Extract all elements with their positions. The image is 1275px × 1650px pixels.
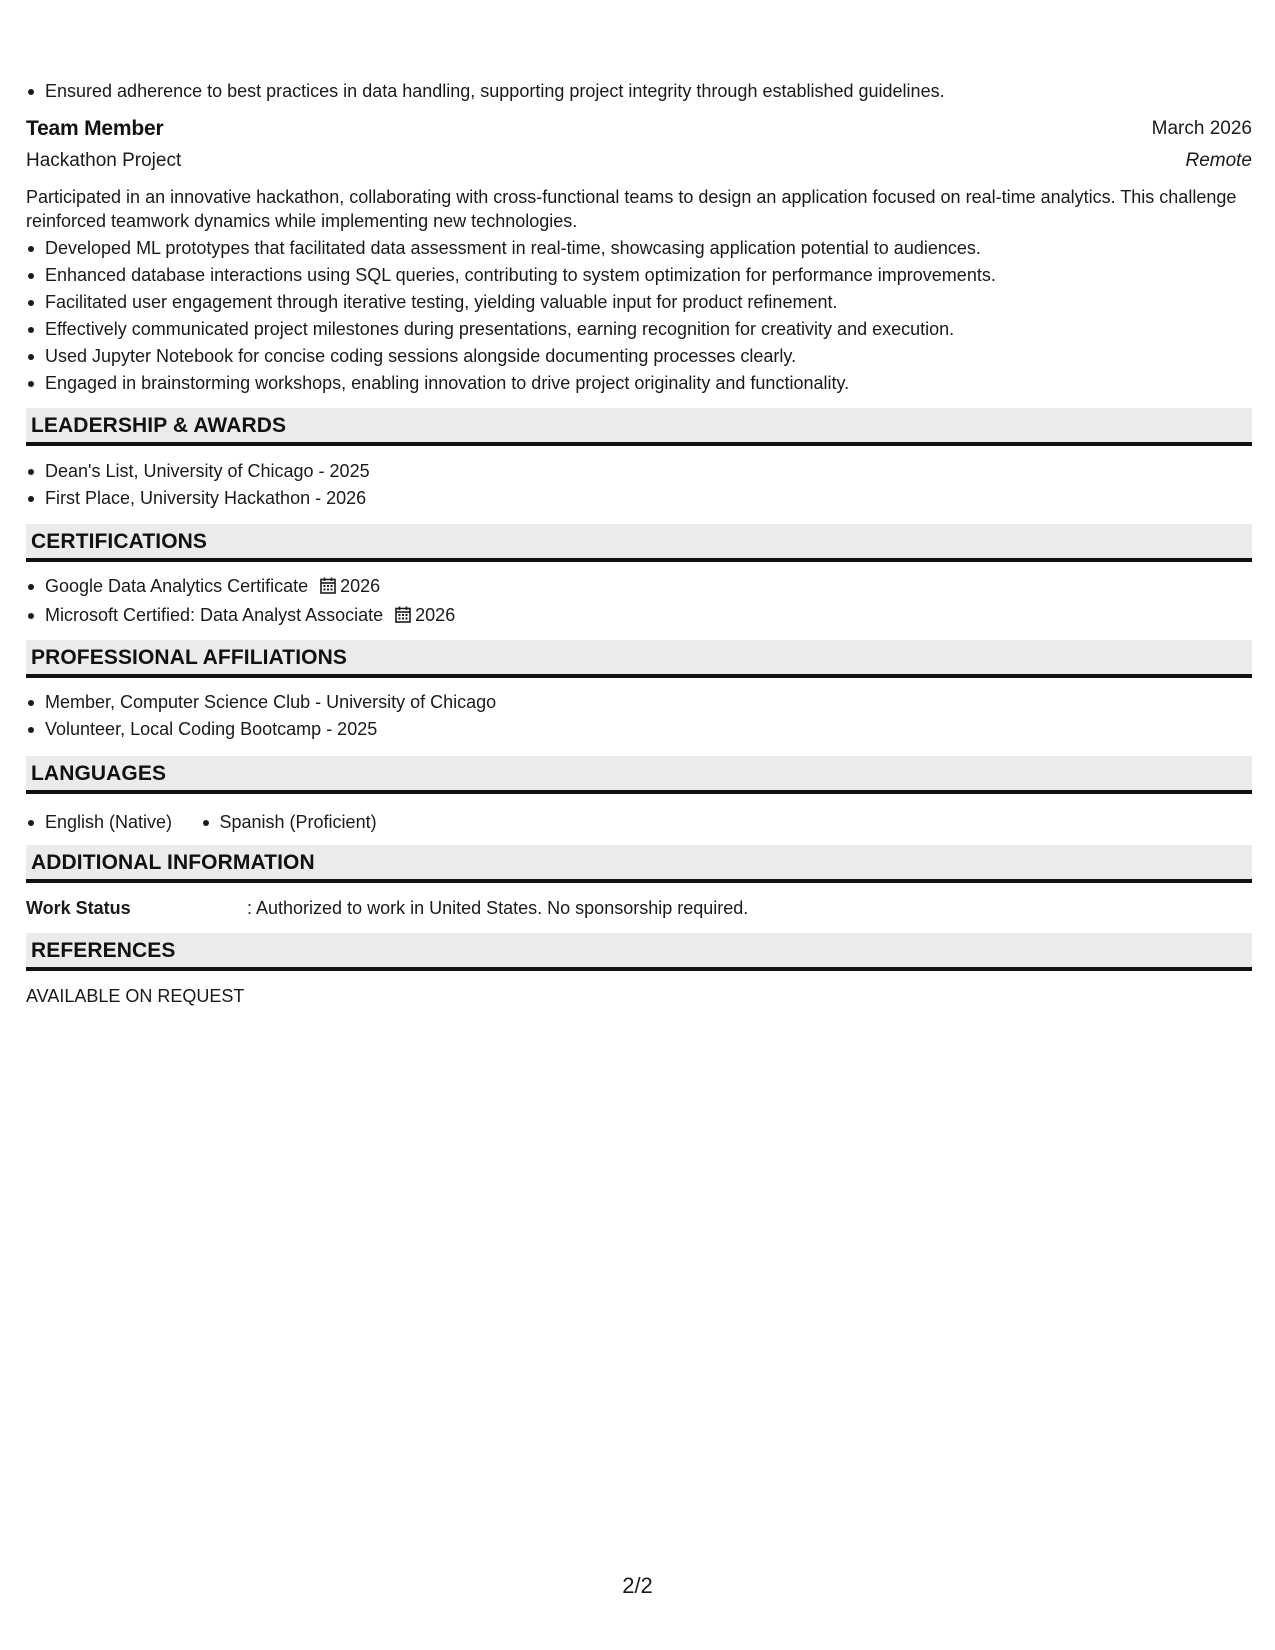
- languages-list: [26, 809, 401, 836]
- list-item: English (Native): [26, 809, 172, 836]
- list-item: Engaged in brainstorming workshops, enabling innovation to drive project originality and functionality.: [26, 370, 1252, 397]
- leadership-list: [26, 458, 1252, 512]
- list-item: [26, 573, 1252, 602]
- page-number: 2/2: [622, 1573, 653, 1598]
- job-date: March 2026: [1151, 118, 1252, 139]
- list-item: Ensured adherence to best practices in data handling, supporting project integrity through established guidelines.: [26, 78, 1252, 105]
- section-heading-languages: [26, 756, 1252, 794]
- list-item: First Place, University Hackathon - 2026: [26, 485, 1252, 512]
- work-status-value: : Authorized to work in United States. No sponsorship required.: [247, 898, 749, 918]
- list-item: Member, Computer Science Club - University of Chicago: [26, 689, 1252, 716]
- section-title: PROFESSIONAL AFFILIATIONS: [31, 646, 347, 669]
- list-item: Enhanced database interactions using SQL queries, contributing to system optimization for performance improvements.: [26, 262, 1252, 289]
- section-title: LEADERSHIP & AWARDS: [31, 414, 287, 437]
- list-item: Used Jupyter Notebook for concise coding sessions alongside documenting processes clearly.: [26, 343, 1252, 370]
- certification-year: 2026: [415, 605, 456, 625]
- list-item: Volunteer, Local Coding Bootcamp - 2025: [26, 716, 1252, 743]
- certifications-list: [26, 573, 1252, 631]
- work-status-label: Work Status: [26, 898, 131, 918]
- certification-name: Microsoft Certified: Data Analyst Associate: [45, 605, 384, 625]
- job-location: Remote: [1185, 150, 1252, 171]
- certification-name: Google Data Analytics Certificate: [45, 576, 309, 596]
- list-item: Spanish (Proficient): [201, 809, 377, 836]
- calendar-icon: [395, 604, 411, 631]
- list-item: Effectively communicated project milestones during presentations, earning recognition for creativity and execution.: [26, 316, 1252, 343]
- job-organization: Hackathon Project: [26, 150, 182, 171]
- job-bullets: [26, 235, 1252, 397]
- section-heading-affiliations: [26, 640, 1252, 678]
- job-description: Participated in an innovative hackathon, collaborating with cross-functional teams to design an application focused on real-time analytics. This challenge reinforced teamwork dynamics while implementing new technologies.: [26, 187, 1237, 231]
- section-heading-leadership: [26, 408, 1252, 446]
- list-item: Facilitated user engagement through iterative testing, yielding valuable input for product refinement.: [26, 289, 1252, 316]
- section-heading-additional: [26, 845, 1252, 883]
- section-title: LANGUAGES: [31, 762, 167, 785]
- list-item: Developed ML prototypes that facilitated data assessment in real-time, showcasing application potential to audiences.: [26, 235, 1252, 262]
- job-title: Team Member: [26, 117, 164, 140]
- list-item: Dean's List, University of Chicago - 2025: [26, 458, 1252, 485]
- previous-job-bullets: [26, 78, 1252, 105]
- section-heading-references: [26, 933, 1252, 971]
- section-title: ADDITIONAL INFORMATION: [31, 851, 315, 874]
- section-heading-certifications: [26, 524, 1252, 562]
- list-item: [26, 602, 1252, 631]
- affiliations-list: [26, 689, 1252, 743]
- references-text: AVAILABLE ON REQUEST: [26, 986, 245, 1006]
- job-header: [26, 117, 1252, 147]
- section-title: CERTIFICATIONS: [31, 530, 208, 553]
- job-subheader: [26, 150, 1252, 178]
- certification-year: 2026: [340, 576, 381, 596]
- section-title: REFERENCES: [31, 939, 176, 962]
- calendar-icon: [320, 575, 336, 602]
